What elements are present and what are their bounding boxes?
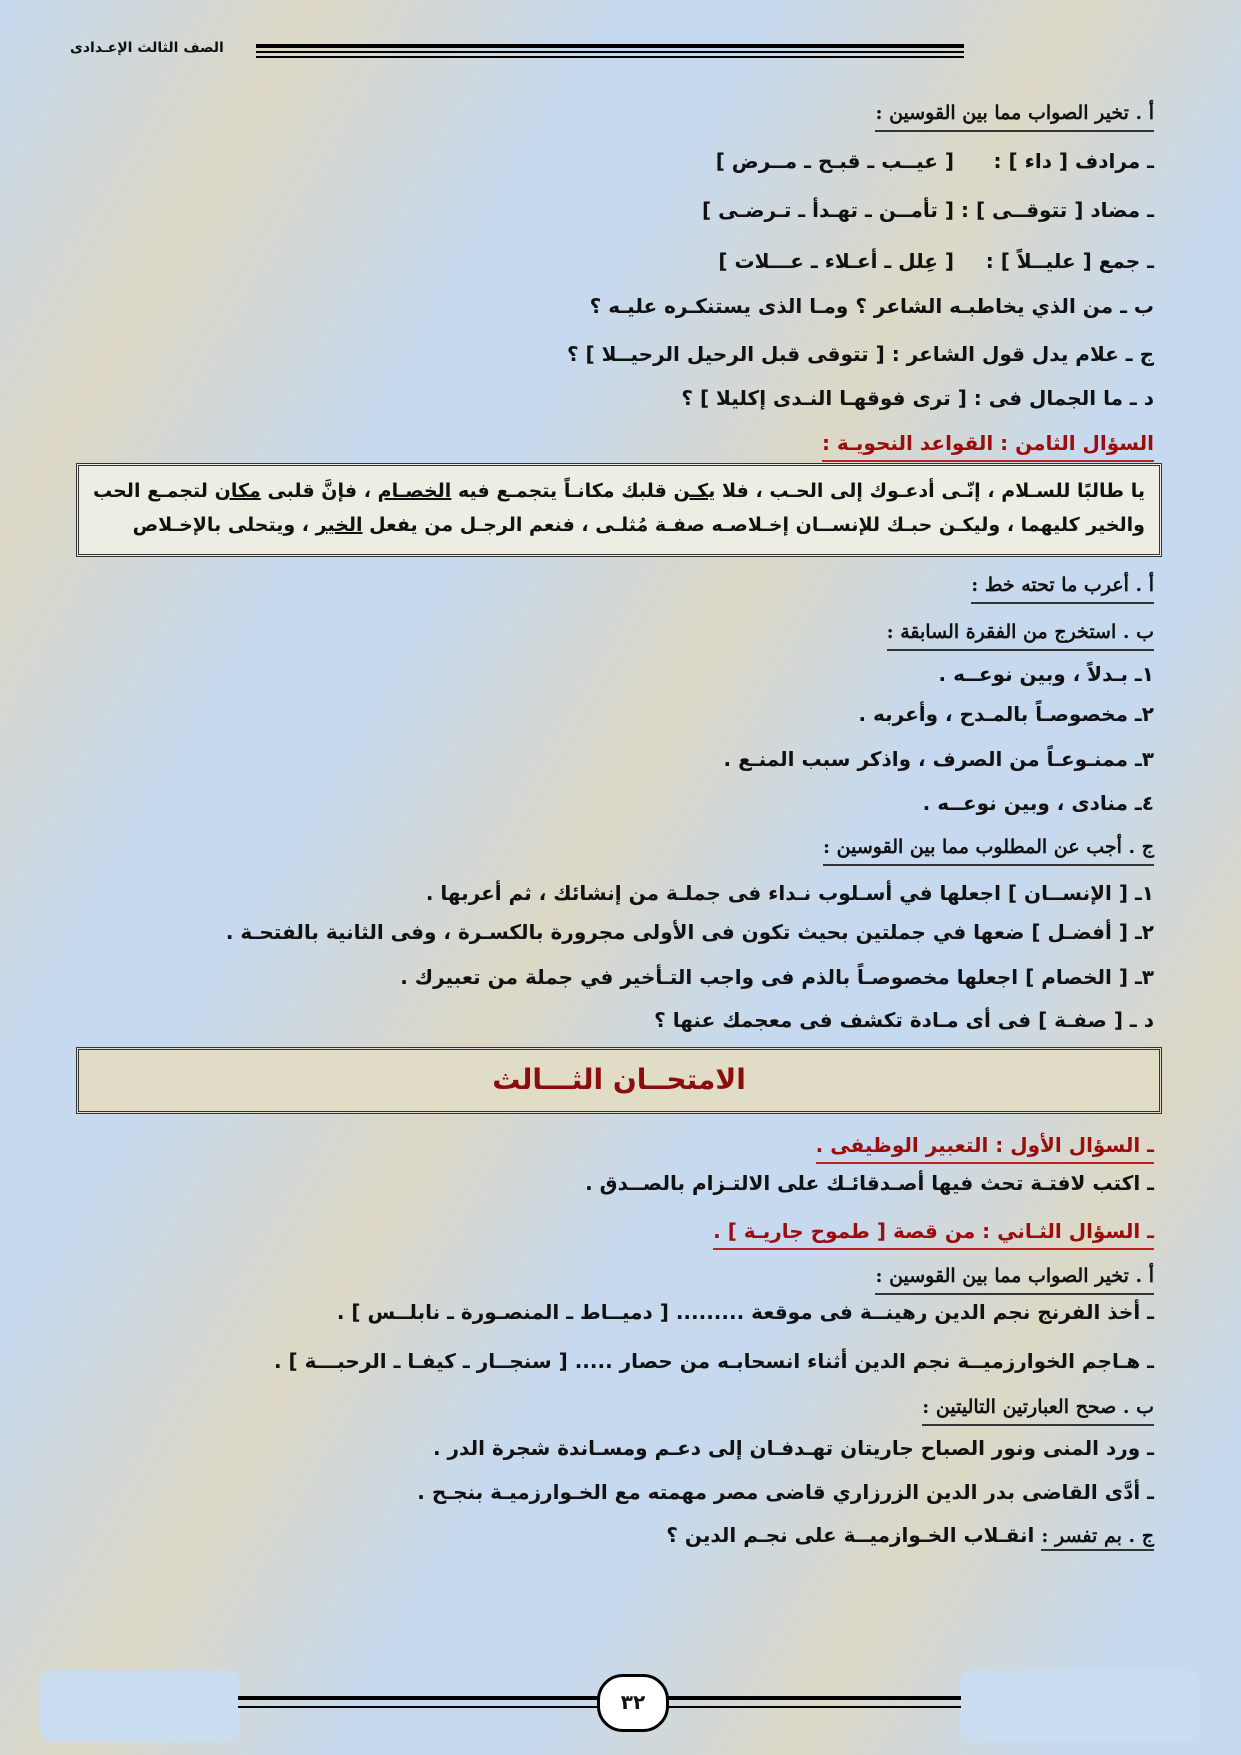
choice-row-1 [716,146,1154,176]
exam-title: الامتحــان الثـــالث [492,1063,746,1096]
footer-pad-right [960,1670,1200,1742]
q8-b-item: ٣ـ ممنـوعـاً من الصرف ، واذكر سبب المنـع . [723,747,1154,771]
footer-rule-left [238,1696,598,1708]
q8-passage-box [76,463,1162,557]
exam-q2-c-text: انقـلاب الخـوازميــة على نجـم الدين ؟ [666,1523,1035,1547]
choice-row-3 [718,246,1154,276]
exam-q2-a: أ . تخير الصواب مما بين القوسين : [875,1261,1154,1295]
underlined-word: الخير [315,514,363,536]
exam-q2-a-item: ـ أخذ الفرنج نجم الدين رهينــة فى موقعة ......... [ دميــاط ـ المنصـورة ـ نابلــس ] . [336,1300,1154,1324]
q8-c: ج . أجب عن المطلوب مما بين القوسين : [823,832,1154,866]
choice-options: [ عِلل ـ أعـلاء ـ عـــلات ] [718,249,954,273]
choice-label: ـ جمع [ عليــلاً ] : [985,249,1154,273]
q8-b-item: ٤ـ منادى ، وبين نوعــه . [922,791,1154,815]
exam-q2-c-label: ج . بم تفسر : [1041,1525,1154,1551]
passage-text: لتجمـع الحب والخير كليهما ، وليكـن حبـك للإنســان إخـلاصـه صفـة مُثلـى ، فنعم الرجـل من يفعل [93,480,1145,536]
part1-b: ب ـ من الذي يخاطبـه الشاعر ؟ ومـا الذى يستنكـره عليـه ؟ [589,294,1154,318]
q8-title: السؤال الثامن : القواعد النحويـة : [822,428,1154,462]
q8-c-item: ٢ـ [ أفضـل ] ضعها في جملتين بحيث تكون فى الأولى مجرورة بالكسـرة ، وفى الثانية بالفتحـة . [225,920,1154,944]
underlined-word: مكان [214,480,261,502]
part1-a-heading: أ . تخير الصواب مما بين القوسين : [875,98,1154,132]
choice-label: ـ مضاد [ تتوقــى ] : [960,198,1154,222]
q8-c-item: ١ـ [ الإنســان ] اجعلها في أسـلوب نـداء فى جملـة من إنشائك ، ثم أعربها . [425,881,1154,905]
exam-q2-b-item: ـ ورد المنى ونور الصباح جاريتان تهـدفـان إلى دعـم ومسـاندة شجرة الدر . [432,1436,1154,1460]
underlined-word: يكـن [673,480,716,502]
exam-q2-b-item: ـ أدَّى القاضى بدر الدين الزرزاري قاضى مصر مهمته مع الخـوارزميـة بنجـح . [417,1480,1154,1504]
choice-options: [ تأمــن ـ تهـدأ ـ تـرضـى ] [702,198,954,222]
exam-q2-b: ب . صحح العبارتين التاليتين : [922,1392,1154,1426]
q8-c-item: ٣ـ [ الخصام ] اجعلها مخصوصـاً بالذم فى واجب التـأخير في جملة من تعبيرك . [400,965,1154,989]
exam-q1-text: ـ اكتب لافتـة تحث فيها أصـدقائـك على الالتـزام بالصــدق . [585,1171,1154,1195]
underlined-word: الخصـام [377,480,452,502]
page-number: ٣٢ [597,1674,669,1732]
exam-q2-c [666,1520,1154,1551]
choice-row-2 [702,195,1154,225]
passage-text: قلبك مكانـاً يتجمـع فيه [451,480,674,502]
choice-label: ـ مرادف [ داء ] : [993,149,1154,173]
q8-passage [79,466,1159,550]
footer-pad-left [40,1670,240,1742]
exam-title-box [76,1047,1162,1114]
part1-d: د ـ ما الجمال فى : [ ترى فوقهـا النـدى إكليلا ] ؟ [681,386,1154,410]
passage-text: ، ويتحلى بالإخـلاص [132,514,316,536]
grade-label: الصف الثالث الإعـدادى [70,40,224,56]
choice-options: [ عيــب ـ قبـح ـ مــرض ] [715,149,954,173]
footer-rule-right [663,1696,961,1708]
header-rule [256,44,964,58]
exam-q2-a-item: ـ هـاجم الخوارزميــة نجم الدين أثناء انسحابـه من حصار ..... [ سنجــار ـ كيفـا ـ الرحبـــة ] . [273,1349,1154,1373]
passage-text: يا طالبًا للسـلام ، إنّـى أدعـوك إلى الحـب ، فلا [715,480,1146,502]
q8-b-item: ١ـ بـدلاً ، وبين نوعــه . [938,662,1154,686]
exam-q1-title: ـ السؤال الأول : التعبير الوظيفى . [816,1130,1154,1164]
q8-b: ب . استخرج من الفقرة السابقة : [887,617,1154,651]
exam-q2-title: ـ السؤال الثـاني : من قصة [ طموح جاريـة ] . [713,1216,1154,1250]
q8-d: د ـ [ صفـة ] فى أى مـادة تكشف فى معجمك عنها ؟ [654,1008,1154,1032]
q8-a: أ . أعرب ما تحته خط : [971,570,1154,604]
part1-c: ج ـ علام يدل قول الشاعر : [ تتوقى قبل الرحيل الرحيــلا ] ؟ [566,342,1154,366]
passage-text: ، فإنَّ قلبى [260,480,378,502]
q8-b-item: ٢ـ مخصوصـاً بالمـدح ، وأعربه . [858,702,1154,726]
